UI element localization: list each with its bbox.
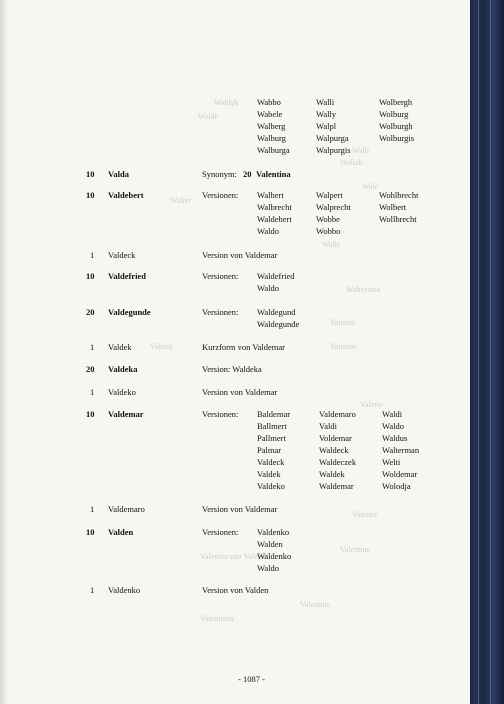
entry-label: Versionen: [202,271,239,281]
version-name: Waldenko [257,551,292,561]
version-name: Waldeck [319,445,349,455]
version-name: Waldegunde [257,319,300,329]
version-name: Wohlbrecht [379,190,419,200]
entry-text: Version von Valdemar [202,504,278,514]
version-name: Waldus [382,433,408,443]
entry-name: Valdebert [108,190,144,200]
version-name: Walterman [382,445,420,455]
version-name: Baldemar [257,409,291,419]
entry-text: Version von Valden [202,585,269,595]
version-name: Waldo [257,283,279,293]
entry-label: Versionen: [202,307,239,317]
version-name: Waldebert [257,214,292,224]
version-name: Wobbe [316,214,340,224]
entry-count: 1 [90,342,95,352]
entry-count: 20 [86,307,95,317]
version-name: Voldemar [319,433,352,443]
version-name: Waldo [382,421,404,431]
name-cell: Wolburgis [379,133,415,143]
name-cell: Walpurga [316,133,349,143]
entry-text: Version von Valdemar [202,387,278,397]
entry-count: 1 [90,387,95,397]
name-cell: Walli [316,97,335,107]
entry-label: Versionen: [202,190,239,200]
entry-count: 10 [86,271,95,281]
entry-count: 1 [90,250,95,260]
entry-count: 10 [86,527,95,537]
version-name: Waldek [319,469,345,479]
entry-text: Version: Waldeka [202,364,262,374]
name-cell: Wolbergh [379,97,413,107]
entry-name: Valdemaro [108,504,145,514]
version-name: Waldo [257,226,279,236]
entry-text: Version von Valdemar [202,250,278,260]
version-name: Ballmert [257,421,287,431]
version-name: Waldi [382,409,403,419]
name-cell: Wolburgh [379,121,413,131]
entry-name: Valdefried [108,271,146,281]
synonym-count: 20 [243,169,252,179]
version-name: Waldefried [257,271,295,281]
version-name: Wobbo [316,226,341,236]
entry-count: 1 [90,504,95,514]
entry-count: 10 [86,190,95,200]
book-spine [470,0,504,704]
entry-name: Valdegunde [108,307,151,317]
entry-count: 1 [90,585,95,595]
version-name: Walprecht [316,202,351,212]
entry-name: Valda [108,169,129,179]
name-cell: Wally [316,109,337,119]
version-name: Valdek [257,469,281,479]
version-name: Walpert [316,190,343,200]
entry-name: Valdeka [108,364,138,374]
version-name: Valdemaro [319,409,356,419]
version-name: Valdeck [257,457,285,467]
entry-name: Valdek [108,342,132,352]
synonym-name: Valentina [256,169,291,179]
version-name: Wolodja [382,481,411,491]
entry-count: 10 [86,409,95,419]
version-name: Valdi [319,421,337,431]
book-page: Waldyk Walde Walli Wallah Wale Walter Walle Walteriana Valtona Valerik Valerius Valerie Valence Valentine Valencia von Valerie Valentius Valentiana Wabbo Wabele Walberg Walburg Walburga Walli Wally Walpl Walpurga Walpurgis Wolbergh Wolburg Wolburgh Wolburgis 10 Valda Synonym: 20 Valentina 10 Valdebert Versionen: Walbert Walbrecht Waldebert Waldo Walpert Walprecht Wobbe Wobbo Wohlbrecht Wolbert Wollbrecht 1 Valdeck Version von Valdemar 10 Valdefried Versionen: Waldefried Waldo 20 Valdegunde Versionen: Waldegund Waldegunde 1 Valdek Kurzform von Valdemar 20 Valdeka Version: Waldeka 1 Valdeko Version von Valdemar 10 Valdemar Versionen: Baldemar Ballmert Pallmert Palmar Valdeck Valdek Valdeko Valdemaro Valdi Voldemar Waldeck Waldeczek Waldek Waldemar Waldi Waldo Waldus Walterman Welti Woldemar Wolodja 1 Valdemaro Version von Valdemar 10 Valden Versionen: Valdenko Walden Waldenko Waldo 1 Valdenko Version von Valden - 1087 - [0,0,470,704]
version-name: Walden [257,539,283,549]
name-cell: Walberg [257,121,286,131]
entry-name: Valdemar [108,409,144,419]
entry-text: Kurzform von Valdemar [202,342,285,352]
entry-name: Valdeko [108,387,136,397]
version-name: Woldemar [382,469,418,479]
version-name: Wollbrecht [379,214,417,224]
version-name: Welti [382,457,401,467]
entry-label: Synonym: [202,169,237,179]
version-name: Valdeko [257,481,285,491]
entry-count: 10 [86,169,95,179]
entry-name: Valden [108,527,134,537]
name-cell: Wolburg [379,109,409,119]
name-cell: Walpl [316,121,337,131]
entry-count: 20 [86,364,95,374]
version-name: Palmar [257,445,282,455]
name-cell: Wabbo [257,97,281,107]
page-number: - 1087 - [238,674,265,684]
version-name: Waldo [257,563,279,573]
version-name: Waldeczek [319,457,357,467]
name-cell: Walpurgis [316,145,351,155]
version-name: Walbrecht [257,202,292,212]
version-name: Valdenko [257,527,290,537]
version-name: Waldemar [319,481,354,491]
version-name: Walbert [257,190,284,200]
page-gutter-shadow [0,0,8,704]
name-cell: Wabele [257,109,283,119]
entry-name: Valdeck [108,250,136,260]
name-cell: Walburg [257,133,286,143]
version-name: Pallmert [257,433,286,443]
entry-name: Valdenko [108,585,141,595]
version-name: Waldegund [257,307,296,317]
entry-label: Versionen: [202,409,239,419]
version-name: Wolbert [379,202,407,212]
name-cell: Walburga [257,145,290,155]
entry-label: Versionen: [202,527,239,537]
